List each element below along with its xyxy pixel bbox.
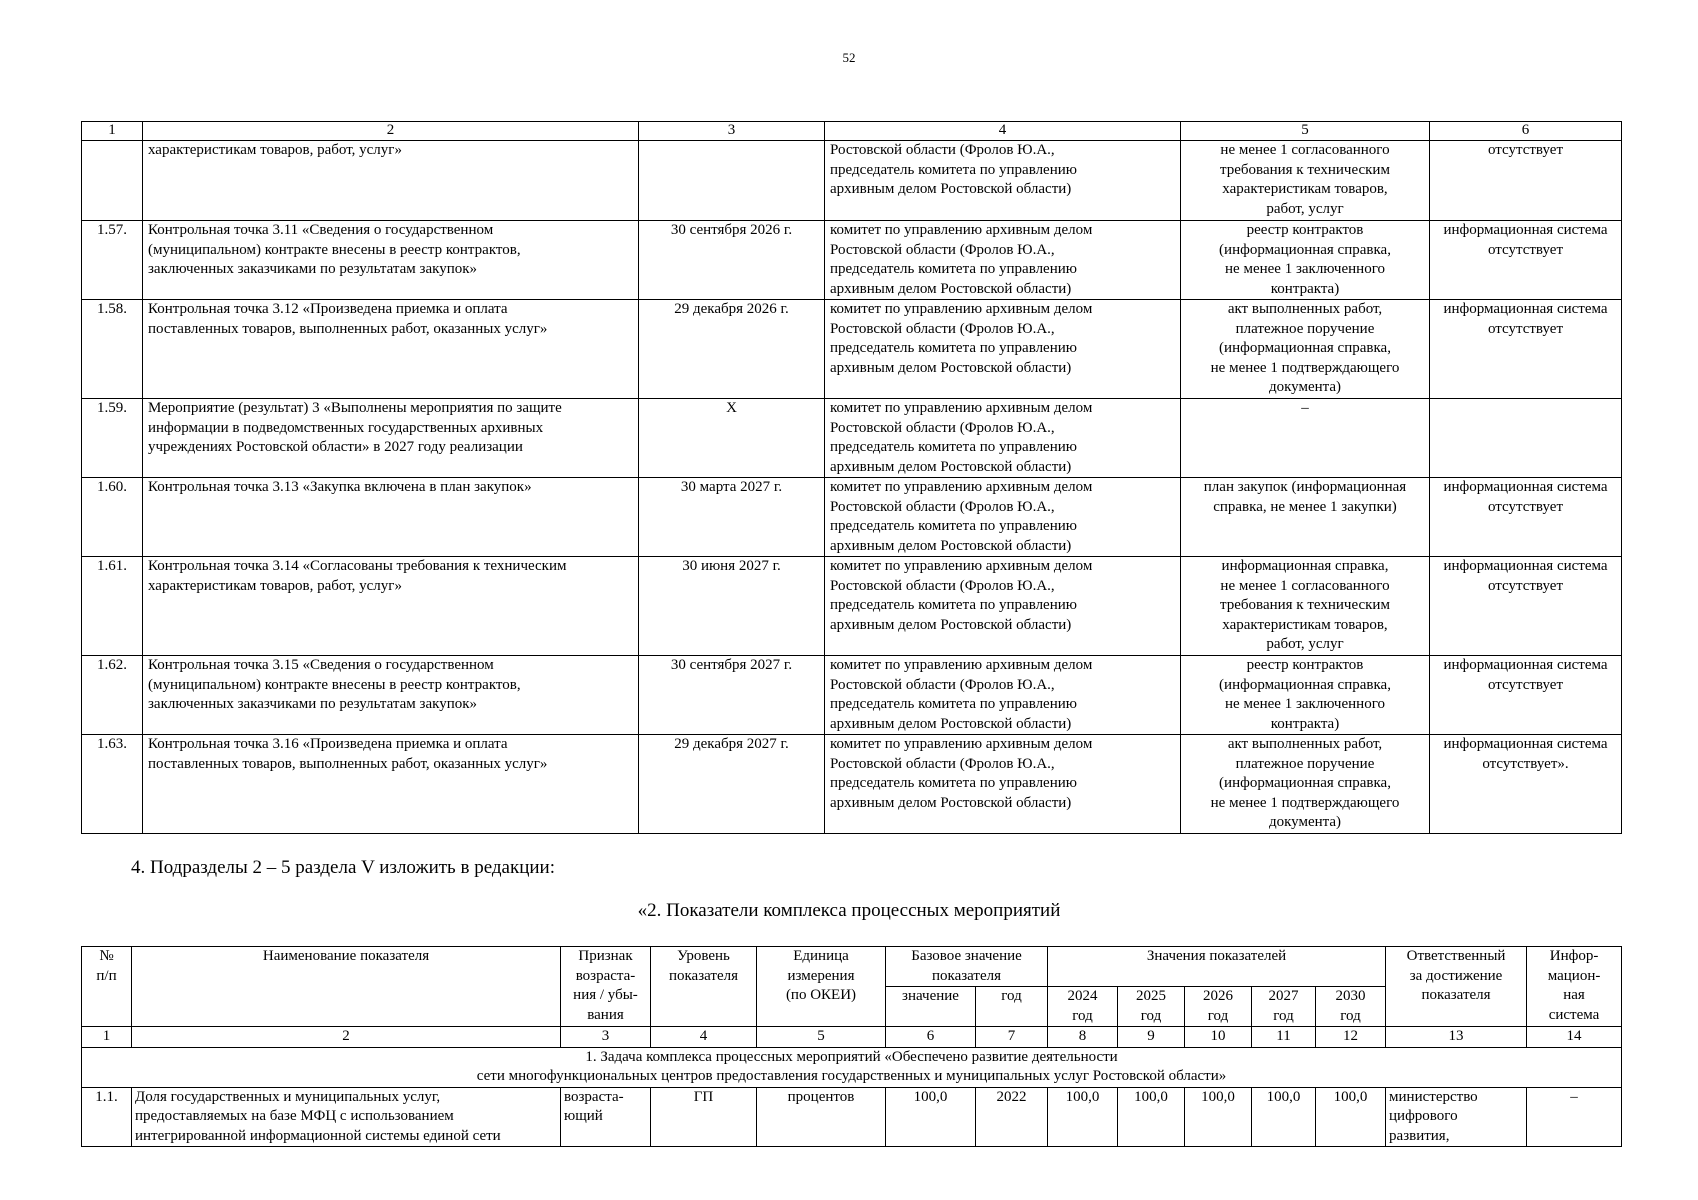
row-name: Мероприятие (результат) 3 «Выполнены мероприятия по защите информации в подведомственных государственных архивных учреждениях Ростовской области» в 2027 году реализации (143, 399, 639, 478)
row-name: Контрольная точка 3.15 «Сведения о государственном (муниципальном) контракте внесены в реестр контрактов, заключенных заказчиками по результатам закупок» (143, 656, 639, 735)
column-number: 10 (1185, 1027, 1252, 1048)
row-value: 100,0 (1185, 1087, 1252, 1147)
row-date: 30 марта 2027 г. (639, 478, 825, 557)
row-name: Контрольная точка 3.16 «Произведена приемка и оплата поставленных товаров, выполненных работ, оказанных услуг» (143, 735, 639, 834)
row-date: 29 декабря 2027 г. (639, 735, 825, 834)
row-date (639, 141, 825, 221)
row-value: 100,0 (1048, 1087, 1118, 1147)
row-info-system: информационная система отсутствует (1430, 557, 1622, 656)
row-name: характеристикам товаров, работ, услуг» (143, 141, 639, 221)
header-level: Уровень показателя (651, 947, 757, 1027)
table-row (82, 399, 1622, 478)
row-unit: процентов (757, 1087, 886, 1147)
row-value: 100,0 (1118, 1087, 1185, 1147)
header-base-value: Базовое значение показателя (886, 947, 1048, 987)
column-number: 11 (1252, 1027, 1316, 1048)
header-info-system: Инфор- мацион- ная система (1527, 947, 1622, 1027)
header-unit: Единица измерения (по ОКЕИ) (757, 947, 886, 1027)
row-value: 100,0 (1252, 1087, 1316, 1147)
row-document: акт выполненных работ, платежное поручение (информационная справка, не менее 1 подтверждающего документа) (1181, 300, 1430, 399)
row-name: Контрольная точка 3.14 «Согласованы требования к техническим характеристикам товаров, работ, услуг» (143, 557, 639, 656)
header-base-value-value: значение (886, 987, 976, 1027)
amendment-instruction: 4. Подразделы 2 – 5 раздела V изложить в редакции: (131, 857, 555, 878)
row-info-system: информационная система отсутствует (1430, 300, 1622, 399)
row-document: – (1181, 399, 1430, 478)
column-number: 3 (561, 1027, 651, 1048)
row-responsible: комитет по управлению архивным делом Ростовской области (Фролов Ю.А., председатель комитета по управлению архивным делом Ростовской области) (825, 399, 1181, 478)
header-indicator-name: Наименование показателя (132, 947, 561, 1027)
control-points-table (81, 121, 1622, 834)
table-row (82, 300, 1622, 399)
row-document: реестр контрактов (информационная справка, не менее 1 заключенного контракта) (1181, 656, 1430, 735)
table-row (82, 735, 1622, 834)
table-row (82, 1087, 1622, 1147)
column-number: 4 (825, 122, 1181, 141)
table-row (82, 221, 1622, 300)
row-document: план закупок (информационная справка, не менее 1 закупки) (1181, 478, 1430, 557)
column-number: 6 (886, 1027, 976, 1048)
header-year: 2024 год (1048, 987, 1118, 1027)
row-number (82, 141, 143, 221)
column-number: 13 (1386, 1027, 1527, 1048)
column-number: 4 (651, 1027, 757, 1048)
row-number: 1.1. (82, 1087, 132, 1147)
task-title: 1. Задача комплекса процессных мероприятий «Обеспечено развитие деятельности сети многофункциональных центров предоставления государственных и муниципальных услуг Ростовской области» (82, 1047, 1622, 1087)
column-number: 8 (1048, 1027, 1118, 1048)
table-row (82, 557, 1622, 656)
row-info-system: информационная система отсутствует». (1430, 735, 1622, 834)
column-number: 6 (1430, 122, 1622, 141)
table-header-row (82, 122, 1622, 141)
row-responsible: комитет по управлению архивным делом Ростовской области (Фролов Ю.А., председатель комитета по управлению архивным делом Ростовской области) (825, 656, 1181, 735)
row-info-system: информационная система отсутствует (1430, 478, 1622, 557)
column-number: 3 (639, 122, 825, 141)
column-number: 12 (1316, 1027, 1386, 1048)
row-name: Контрольная точка 3.12 «Произведена приемка и оплата поставленных товаров, выполненных работ, оказанных услуг» (143, 300, 639, 399)
column-number: 5 (757, 1027, 886, 1048)
row-document: информационная справка, не менее 1 согласованного требования к техническим характеристикам товаров, работ, услуг (1181, 557, 1430, 656)
row-info-system: информационная система отсутствует (1430, 656, 1622, 735)
header-year: 2025 год (1118, 987, 1185, 1027)
row-level: ГП (651, 1087, 757, 1147)
row-value: 100,0 (1316, 1087, 1386, 1147)
table-row (82, 141, 1622, 221)
row-indicator-name: Доля государственных и муниципальных услуг, предоставляемых на базе МФЦ с использованием интегрированной информационной системы единой сети (132, 1087, 561, 1147)
row-document: не менее 1 согласованного требования к техническим характеристикам товаров, работ, услуг (1181, 141, 1430, 221)
row-document: реестр контрактов (информационная справка, не менее 1 заключенного контракта) (1181, 221, 1430, 300)
row-number: 1.59. (82, 399, 143, 478)
row-responsible: министерство цифрового развития, (1386, 1087, 1527, 1147)
row-base-year: 2022 (976, 1087, 1048, 1147)
section-title: «2. Показатели комплекса процессных мероприятий (637, 900, 1061, 921)
column-number: 9 (1118, 1027, 1185, 1048)
row-responsible: комитет по управлению архивным делом Ростовской области (Фролов Ю.А., председатель комитета по управлению архивным делом Ростовской области) (825, 300, 1181, 399)
row-number: 1.58. (82, 300, 143, 399)
column-number: 7 (976, 1027, 1048, 1048)
header-base-value-year: год (976, 987, 1048, 1027)
column-number: 1 (82, 122, 143, 141)
row-document: акт выполненных работ, платежное поручение (информационная справка, не менее 1 подтверждающего документа) (1181, 735, 1430, 834)
row-info-system: отсутствует (1430, 141, 1622, 221)
row-info-system: – (1527, 1087, 1622, 1147)
row-responsible: комитет по управлению архивным делом Ростовской области (Фролов Ю.А., председатель комитета по управлению архивным делом Ростовской области) (825, 557, 1181, 656)
row-base-value: 100,0 (886, 1087, 976, 1147)
header-year: 2027 год (1252, 987, 1316, 1027)
row-sign: возраста- ющий (561, 1087, 651, 1147)
column-number: 2 (132, 1027, 561, 1048)
row-number: 1.61. (82, 557, 143, 656)
row-name: Контрольная точка 3.13 «Закупка включена в план закупок» (143, 478, 639, 557)
row-responsible: комитет по управлению архивным делом Ростовской области (Фролов Ю.А., председатель комитета по управлению архивным делом Ростовской области) (825, 735, 1181, 834)
row-info-system (1430, 399, 1622, 478)
row-number: 1.57. (82, 221, 143, 300)
header-indicator-values: Значения показателей (1048, 947, 1386, 987)
indicators-header-row (82, 947, 1622, 987)
row-name: Контрольная точка 3.11 «Сведения о государственном (муниципальном) контракте внесены в реестр контрактов, заключенных заказчиками по результатам закупок» (143, 221, 639, 300)
row-date: 29 декабря 2026 г. (639, 300, 825, 399)
row-date: 30 сентября 2027 г. (639, 656, 825, 735)
header-year: 2026 год (1185, 987, 1252, 1027)
indicators-table (81, 946, 1622, 1147)
row-info-system: информационная система отсутствует (1430, 221, 1622, 300)
row-date: 30 сентября 2026 г. (639, 221, 825, 300)
row-responsible: комитет по управлению архивным делом Ростовской области (Фролов Ю.А., председатель комитета по управлению архивным делом Ростовской области) (825, 478, 1181, 557)
task-row (82, 1047, 1622, 1087)
row-date: Х (639, 399, 825, 478)
row-number: 1.60. (82, 478, 143, 557)
row-number: 1.62. (82, 656, 143, 735)
table-row (82, 478, 1622, 557)
column-number: 5 (1181, 122, 1430, 141)
column-numbers-row (82, 1027, 1622, 1048)
column-number: 1 (82, 1027, 132, 1048)
row-date: 30 июня 2027 г. (639, 557, 825, 656)
row-responsible: комитет по управлению архивным делом Ростовской области (Фролов Ю.А., председатель комитета по управлению архивным делом Ростовской области) (825, 221, 1181, 300)
column-number: 14 (1527, 1027, 1622, 1048)
header-year: 2030 год (1316, 987, 1386, 1027)
row-responsible: Ростовской области (Фролов Ю.А., председатель комитета по управлению архивным делом Ростовской области) (825, 141, 1181, 221)
column-number: 2 (143, 122, 639, 141)
header-responsible: Ответственный за достижение показателя (1386, 947, 1527, 1027)
row-number: 1.63. (82, 735, 143, 834)
table-row (82, 656, 1622, 735)
header-sign: Признак возраста- ния / убы- вания (561, 947, 651, 1027)
header-num: № п/п (82, 947, 132, 1027)
page-number: 52 (842, 50, 856, 65)
